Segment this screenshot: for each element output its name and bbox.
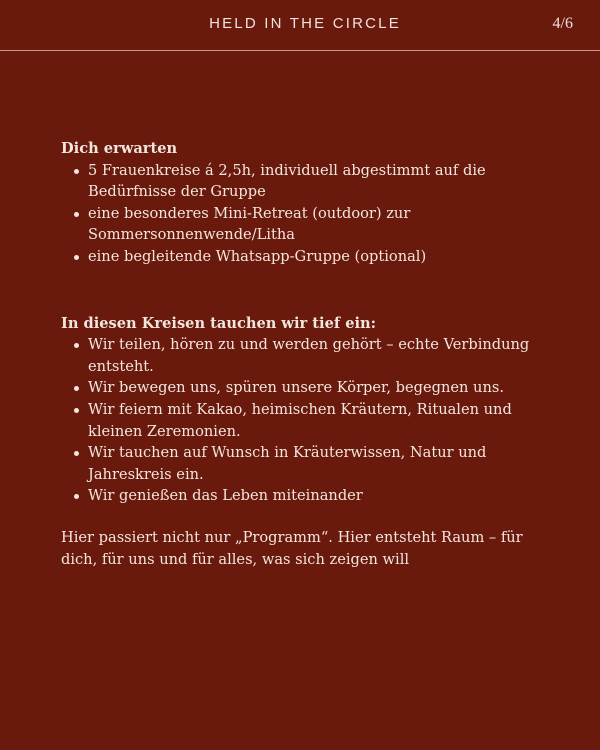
list-item: Wir feiern mit Kakao, heimischen Kräutern, Ritualen und kleinen Zeremonien. <box>61 399 551 442</box>
document-title: HELD IN THE CIRCLE <box>209 15 401 32</box>
list-item: eine besonderes Mini-Retreat (outdoor) zur Sommersonnenwende/Litha <box>61 203 551 246</box>
list-item: Wir tauchen auf Wunsch in Kräuterwissen, Natur und Jahreskreis ein. <box>61 442 551 485</box>
list-item: Wir bewegen uns, spüren unsere Körper, begegnen uns. <box>61 377 551 399</box>
page-number: 4/6 <box>552 15 573 32</box>
main-content <box>61 138 551 585</box>
bullet-list <box>61 160 551 268</box>
list-item: Wir genießen das Leben miteinander <box>61 485 551 507</box>
section-heading: In diesen Kreisen tauchen wir tief ein: <box>61 314 377 332</box>
section-circles <box>61 313 551 507</box>
list-item: 5 Frauenkreise á 2,5h, individuell abgestimmt auf die Bedürfnisse der Gruppe <box>61 160 551 203</box>
page-header <box>0 0 600 51</box>
section-heading: Dich erwarten <box>61 140 178 157</box>
bullet-list <box>61 334 551 507</box>
list-item: Wir teilen, hören zu und werden gehört – echte Verbindung entsteht. <box>61 334 551 377</box>
closing-paragraph: Hier passiert nicht nur „Programm“. Hier entsteht Raum – für dich, für uns und für alles, was sich zeigen will <box>61 528 523 568</box>
section-expectations <box>61 138 551 268</box>
list-item: eine begleitende Whatsapp-Gruppe (optional) <box>61 246 551 268</box>
